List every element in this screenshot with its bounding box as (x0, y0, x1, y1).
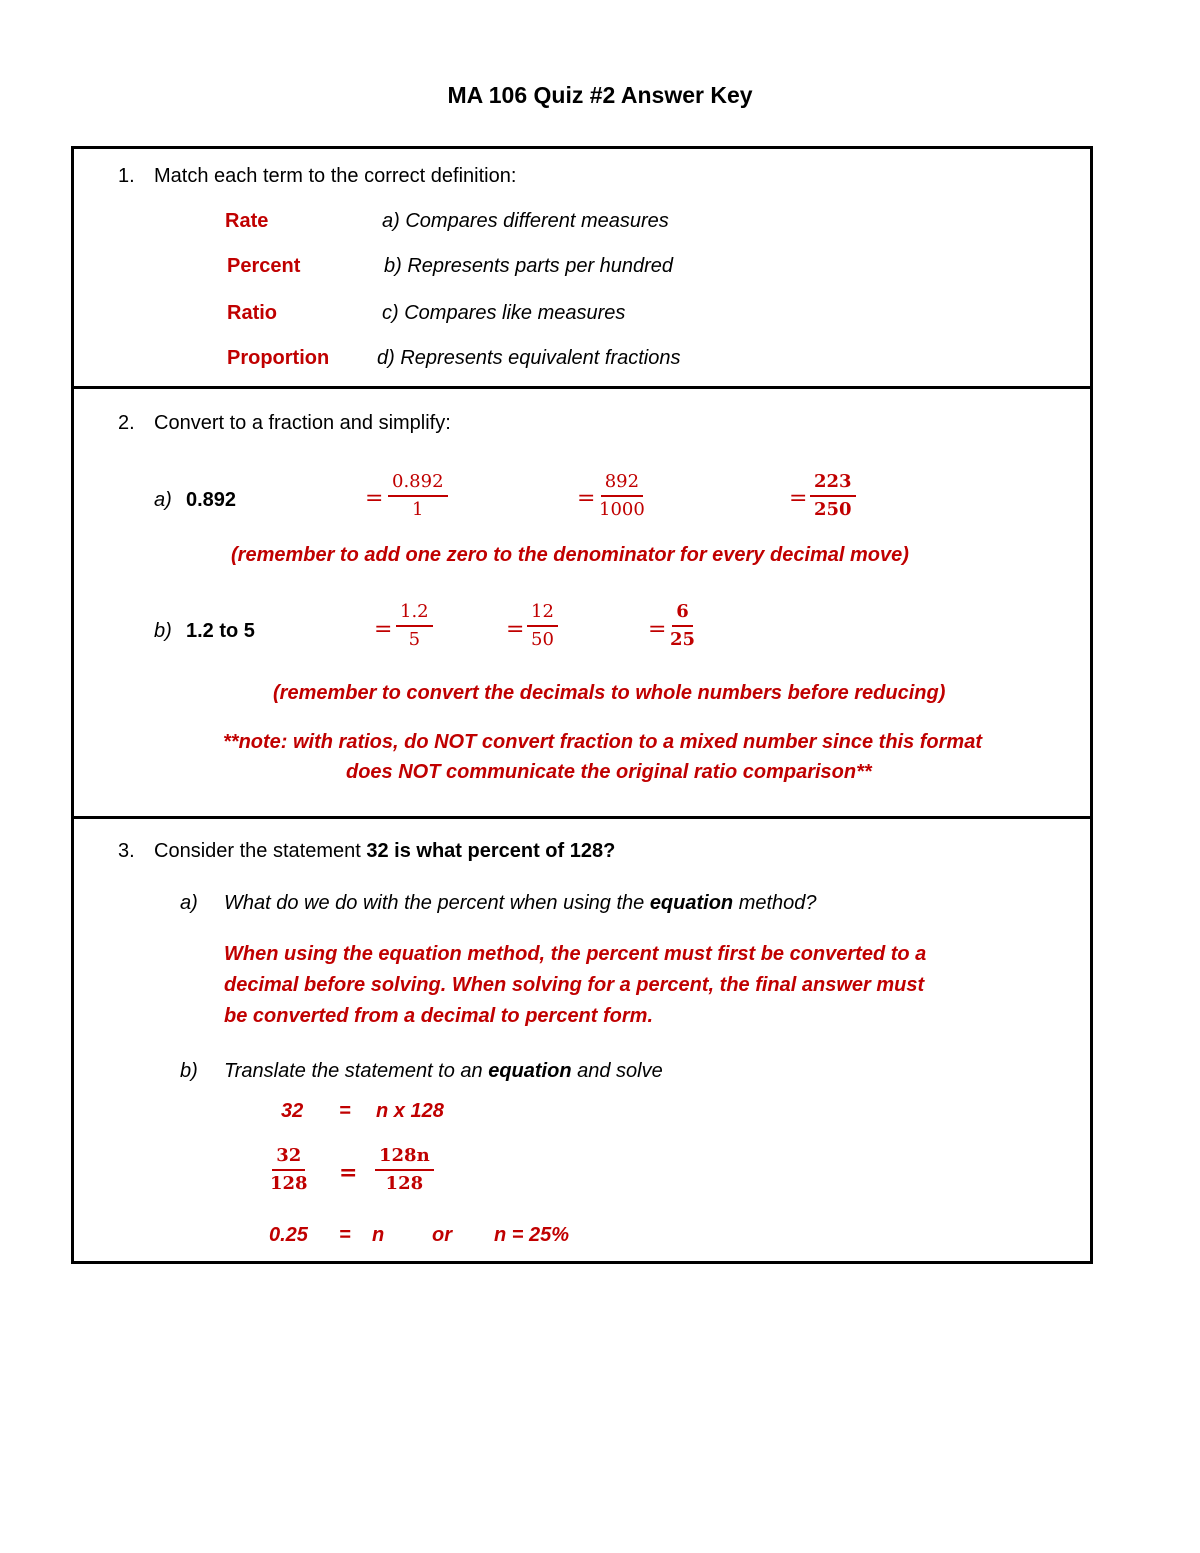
q3a-label: a) (180, 892, 198, 914)
q3-prompt-statement: 32 is what percent of 128? (366, 840, 616, 862)
q2a-equals-3: = (789, 486, 808, 511)
solution-line-3-percent: n = 25% (494, 1224, 570, 1246)
definition-c: c) Compares like measures (382, 302, 626, 324)
q2a-fraction-2-numerator: 892 (601, 472, 643, 497)
q3a-answer-line-1: When using the equation method, the percent must first be converted to a (224, 943, 927, 965)
q2a-fraction-3 (810, 472, 856, 520)
question-2-box (71, 386, 1093, 819)
q2b-label: b) (154, 620, 172, 642)
solution-line-1-lhs: 32 (281, 1100, 304, 1122)
q2a-equals-2: = (577, 486, 596, 511)
q2a-fraction-1-numerator: 0.892 (388, 472, 448, 497)
q2b-note: (remember to convert the decimals to whole numbers before reducing) (273, 682, 946, 704)
q2b-fraction-3-denominator: 25 (670, 629, 696, 650)
q1-prompt: Match each term to the correct definition: (154, 165, 517, 187)
solution-line-1-equals: = (339, 1100, 351, 1122)
q2b-value: 1.2 to 5 (186, 620, 255, 642)
q2a-fraction-3-numerator: 223 (810, 472, 856, 497)
solution-line-2-rhs-denominator: 128 (385, 1173, 424, 1194)
q2-number: 2. (118, 412, 135, 434)
term-ratio: Ratio (227, 302, 277, 324)
q2a-note: (remember to add one zero to the denominator for every decimal move) (231, 544, 909, 566)
q2a-fraction-3-denominator: 250 (814, 499, 852, 520)
solution-line-2-rhs-fraction (375, 1146, 434, 1194)
definition-b: b) Represents parts per hundred (384, 255, 674, 277)
q2b-fraction-3 (670, 602, 695, 650)
q2b-fraction-1-denominator: 5 (408, 629, 421, 650)
solution-line-2-equals: = (339, 1160, 358, 1186)
q2a-value: 0.892 (186, 489, 237, 511)
q3a-answer-line-2: decimal before solving. When solving for a percent, the final answer must (224, 974, 925, 996)
q3-prompt-prefix: Consider the statement (154, 840, 367, 862)
q3a-question-keyword: equation (649, 892, 734, 914)
ratio-warning-line-1: **note: with ratios, do NOT convert fraction to a mixed number since this format (223, 731, 982, 753)
q2-prompt: Convert to a fraction and simplify: (154, 412, 451, 434)
q3b-question-suffix: and solve (571, 1060, 663, 1082)
q2b-equals-2: = (506, 617, 525, 642)
term-rate: Rate (225, 210, 269, 232)
solution-line-3-equals: = (339, 1224, 351, 1246)
q2a-fraction-2 (599, 472, 645, 520)
definition-d: d) Represents equivalent fractions (377, 347, 681, 369)
q2b-fraction-1-numerator: 1.2 (396, 602, 433, 627)
q2b-fraction-2-numerator: 12 (527, 602, 558, 627)
q2b-fraction-2 (527, 602, 558, 650)
q2a-label: a) (154, 489, 172, 511)
page-title: MA 106 Quiz #2 Answer Key (447, 82, 753, 108)
q3b-question-keyword: equation (488, 1060, 572, 1082)
q3-number: 3. (118, 840, 135, 862)
definition-a: a) Compares different measures (382, 210, 669, 232)
q2a-equals-1: = (365, 486, 384, 511)
q2b-fraction-1 (396, 602, 433, 650)
q1-number: 1. (118, 165, 135, 187)
q3a-answer-line-3: be converted from a decimal to percent form. (224, 1005, 653, 1027)
ratio-warning-line-2: does NOT communicate the original ratio comparison** (346, 761, 872, 783)
q2a-fraction-2-denominator: 1000 (599, 499, 645, 520)
term-percent: Percent (227, 255, 301, 277)
solution-line-2-lhs-fraction (270, 1146, 308, 1194)
solution-line-2-lhs-denominator: 128 (270, 1173, 308, 1194)
q3b-question (224, 1060, 663, 1083)
q3a-question-prefix: What do we do with the percent when using the (224, 892, 650, 914)
q2a-fraction-1-denominator: 1 (412, 499, 424, 520)
q3a-question-suffix: method? (733, 892, 817, 914)
solution-line-3-or: or (432, 1224, 452, 1246)
q2b-equals-3: = (648, 617, 667, 642)
q3-prompt (154, 840, 615, 863)
solution-line-3-lhs: 0.25 (269, 1224, 308, 1246)
q2b-equals-1: = (374, 617, 393, 642)
solution-line-2-lhs-numerator: 32 (272, 1146, 305, 1171)
term-proportion: Proportion (227, 347, 330, 369)
q3a-question (224, 892, 817, 915)
q3b-question-prefix: Translate the statement to an (224, 1060, 489, 1082)
solution-line-1-rhs: n x 128 (376, 1100, 444, 1122)
q2b-fraction-2-denominator: 50 (531, 629, 554, 650)
question-3-box (71, 816, 1093, 1264)
q2a-fraction-1 (388, 472, 448, 520)
q2b-fraction-3-numerator: 6 (672, 602, 693, 627)
solution-line-3-rhs: n (372, 1224, 385, 1246)
q3b-label: b) (180, 1060, 198, 1082)
solution-line-2-rhs-numerator: 128n (375, 1146, 434, 1171)
